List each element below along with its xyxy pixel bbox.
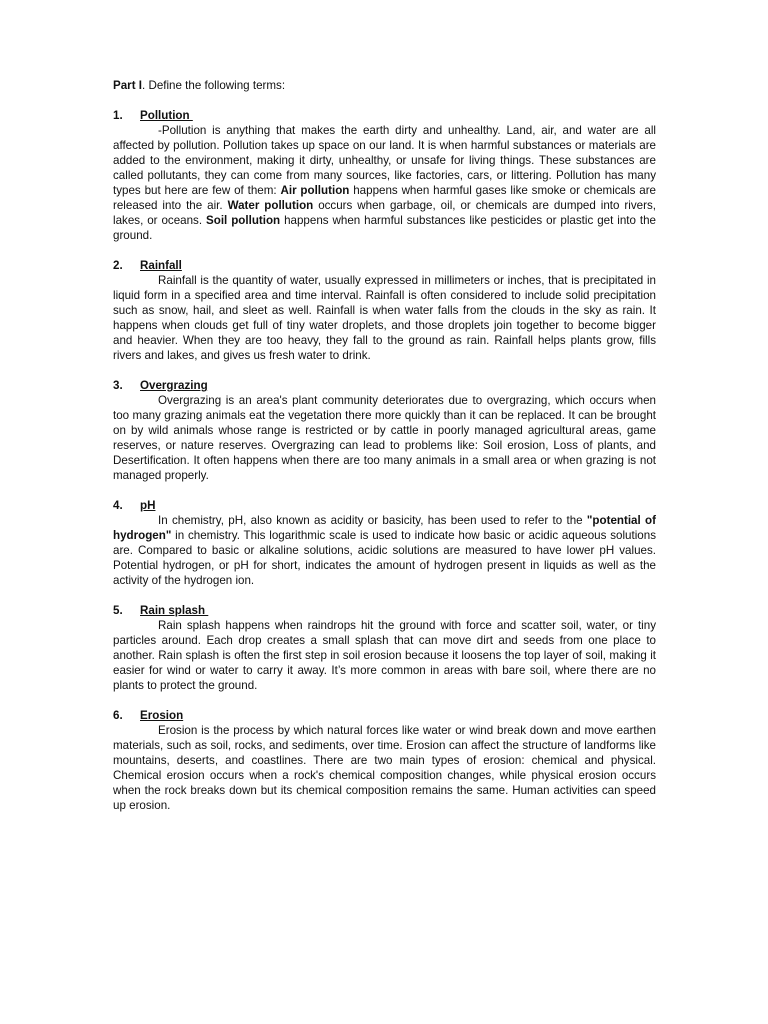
term-definition bbox=[113, 618, 656, 693]
definition-text: -Pollution is anything that makes the earth dirty and unhealthy. Land, air, and water are all affected by pollution. Pollution takes up space on our land. It is when harmful substances or materials are added to the environment, making it dirty, unhealthy, or unsafe for living things. These substances are called pollutants, they can come from many sources, like factories, cars, or littering. Pollution has many types but here are few of them: bbox=[113, 124, 656, 197]
definition-text: in chemistry. This logarithmic scale is used to indicate how basic or acidic aqueous solutions are. Compared to basic or alkaline solutions, acidic solutions are measured to have lower pH values. Potential hydrogen, or pH for short, indicates the amount of hydrogen present in liquids as well as the activity of the hydrogen ion. bbox=[113, 529, 656, 587]
bold-phrase: Air pollution bbox=[280, 184, 350, 197]
term-item bbox=[113, 258, 656, 363]
definition-text: Erosion is the process by which natural forces like water or wind break down and move earthen materials, such as soil, rocks, and sediments, over time. Erosion can affect the structure of landforms like mountains, deserts, and coastlines. There are two main types of erosion: chemical and physical. Chemical erosion occurs when a rock's chemical composition changes, while physical erosion occurs when the rock breaks down but its chemical composition remains the same. Human activities can speed up erosion. bbox=[113, 724, 656, 812]
section-heading bbox=[113, 78, 656, 93]
term-name: Rainfall bbox=[140, 259, 182, 272]
term-name: Pollution bbox=[140, 109, 193, 122]
term-title bbox=[113, 108, 656, 123]
part-label: Part I bbox=[113, 79, 142, 92]
term-title bbox=[113, 603, 656, 618]
term-number: 4. bbox=[113, 499, 123, 512]
term-definition bbox=[113, 273, 656, 363]
term-item bbox=[113, 603, 656, 693]
term-title bbox=[113, 708, 656, 723]
definition-text: Rainfall is the quantity of water, usually expressed in millimeters or inches, that is precipitated in liquid form in a specified area and time interval. Rainfall is often considered to include solid precipitation such as snow, hail, and sleet as well. Rainfall is when water falls from the clouds in the sky as rain. It happens when clouds get full of tiny water droplets, and those droplets join together to become bigger and heavier. When they are too heavy, they fall to the ground as rain. Rainfall helps plants grow, fills rivers and lakes, and gives us fresh water to drink. bbox=[113, 274, 656, 362]
instruction-text: . Define the following terms: bbox=[142, 79, 286, 92]
bold-phrase: Water pollution bbox=[227, 199, 314, 212]
definition-text: In chemistry, pH, also known as acidity or basicity, has been used to refer to the bbox=[158, 514, 587, 527]
terms-list bbox=[113, 108, 656, 813]
term-item bbox=[113, 708, 656, 813]
term-definition bbox=[113, 723, 656, 813]
term-item bbox=[113, 378, 656, 483]
term-title bbox=[113, 378, 656, 393]
definition-text: happens when harmful substances like pesticides or plastic get into the ground. bbox=[113, 214, 656, 242]
term-definition bbox=[113, 513, 656, 588]
term-title bbox=[113, 498, 656, 513]
document-page bbox=[113, 78, 656, 828]
definition-text: Rain splash happens when raindrops hit the ground with force and scatter soil, water, or tiny particles around. Each drop creates a small splash that can move dirt and seeds from one place to another. Rain splash is often the first step in soil erosion because it loosens the top layer of soil, making it easier for wind or water to carry it away. It’s more common in areas with bare soil, where there are no plants to protect the ground. bbox=[113, 619, 656, 692]
bold-phrase: "potential of hydrogen" bbox=[113, 514, 656, 542]
term-item bbox=[113, 108, 656, 243]
term-name: pH bbox=[140, 499, 156, 512]
term-number: 2. bbox=[113, 259, 123, 272]
term-item bbox=[113, 498, 656, 588]
term-number: 1. bbox=[113, 109, 123, 122]
definition-text: Overgrazing is an area's plant community deteriorates due to overgrazing, which occurs when too many grazing animals eat the vegetation there more quickly than it can be replaced. It can be brought on by wild animals whose range is restricted or by cattle in poorly managed agricultural areas, game reserves, or nature reserves. Overgrazing can lead to problems like: Soil erosion, Loss of plants, and Desertification. It often happens when there are too many animals in a small area or when grazing is not managed properly. bbox=[113, 394, 656, 482]
term-name: Erosion bbox=[140, 709, 184, 722]
bold-phrase: Soil pollution bbox=[206, 214, 281, 227]
definition-text: happens when harmful gases like smoke or chemicals are released into the air. bbox=[113, 184, 656, 212]
term-number: 3. bbox=[113, 379, 123, 392]
term-name: Overgrazing bbox=[140, 379, 208, 392]
term-number: 6. bbox=[113, 709, 123, 722]
term-definition bbox=[113, 123, 656, 243]
definition-text: occurs when garbage, oil, or chemicals are dumped into rivers, lakes, or oceans. bbox=[113, 199, 656, 227]
term-definition bbox=[113, 393, 656, 483]
term-name: Rain splash bbox=[140, 604, 209, 617]
term-number: 5. bbox=[113, 604, 123, 617]
term-title bbox=[113, 258, 656, 273]
